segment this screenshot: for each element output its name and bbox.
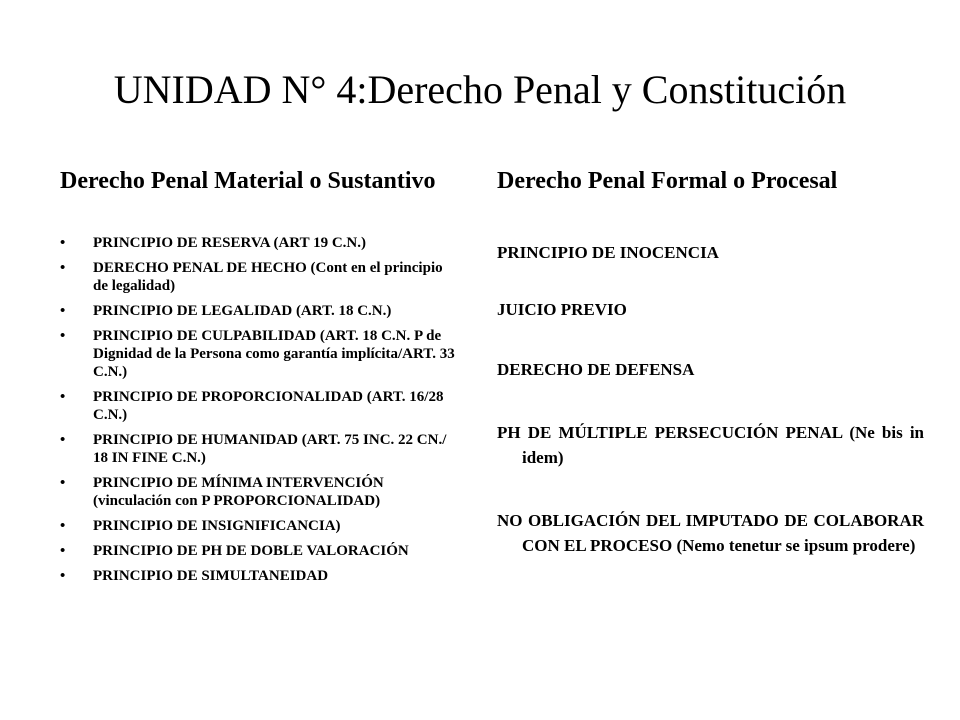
- list-item: [60, 388, 460, 424]
- procedural-item: PH DE MÚLTIPLE PERSECUCIÓN PENAL (Ne bis in idem): [497, 423, 924, 467]
- list-item-text: DERECHO PENAL DE HECHO (Cont en el principio de legalidad): [93, 260, 443, 294]
- procedural-item: NO OBLIGACIÓN DEL IMPUTADO DE COLABORAR CON EL PROCESO (Nemo tenetur se ipsum prodere): [497, 511, 924, 555]
- bullet-icon: •: [60, 475, 66, 491]
- bullet-icon: •: [60, 328, 66, 344]
- list-item-text: PRINCIPIO DE RESERVA (ART 19 C.N.): [93, 235, 367, 251]
- bullet-icon: •: [60, 303, 66, 319]
- list-item-text: PRINCIPIO DE CULPABILIDAD (ART. 18 C.N. P de Dignidad de la Persona como garantía implícita/ART. 33 C.N.): [93, 328, 455, 380]
- procedural-item: JUICIO PREVIO: [497, 300, 627, 319]
- bullet-icon: •: [60, 260, 66, 276]
- left-column-heading: Derecho Penal Material o Sustantivo: [60, 168, 436, 194]
- bullet-icon: •: [60, 543, 66, 559]
- bullet-icon: •: [60, 568, 66, 584]
- right-column-heading: Derecho Penal Formal o Procesal: [497, 168, 838, 194]
- list-item-text: PRINCIPIO DE SIMULTANEIDAD: [93, 568, 329, 584]
- list-item-text: PRINCIPIO DE HUMANIDAD (ART. 75 INC. 22 CN./ 18 IN FINE C.N.): [93, 432, 447, 466]
- list-item-text: PRINCIPIO DE MÍNIMA INTERVENCIÓN (vinculación con P PROPORCIONALIDAD): [93, 475, 384, 509]
- slide-title: UNIDAD N° 4:Derecho Penal y Constitución: [113, 67, 847, 112]
- procedural-item: DERECHO DE DEFENSA: [497, 360, 695, 379]
- list-item-text: PRINCIPIO DE LEGALIDAD (ART. 18 C.N.): [93, 303, 392, 319]
- material-principles-list: [60, 234, 460, 592]
- list-item: [60, 431, 460, 467]
- list-item-text: PRINCIPIO DE PROPORCIONALIDAD (ART. 16/28 C.N.): [93, 389, 444, 423]
- list-item-text: PRINCIPIO DE PH DE DOBLE VALORACIÓN: [93, 543, 409, 559]
- list-item-text: PRINCIPIO DE INSIGNIFICANCIA): [93, 518, 341, 534]
- list-item: [60, 474, 460, 510]
- bullet-icon: •: [60, 389, 66, 405]
- bullet-icon: •: [60, 518, 66, 534]
- list-item: [60, 302, 460, 320]
- bullet-icon: •: [60, 432, 66, 448]
- list-item: [60, 542, 460, 560]
- list-item: [60, 327, 460, 381]
- list-item: [60, 567, 460, 585]
- list-item: [60, 259, 460, 295]
- list-item: [60, 234, 460, 252]
- list-item: [60, 517, 460, 535]
- procedural-item: PRINCIPIO DE INOCENCIA: [497, 243, 719, 262]
- bullet-icon: •: [60, 235, 66, 251]
